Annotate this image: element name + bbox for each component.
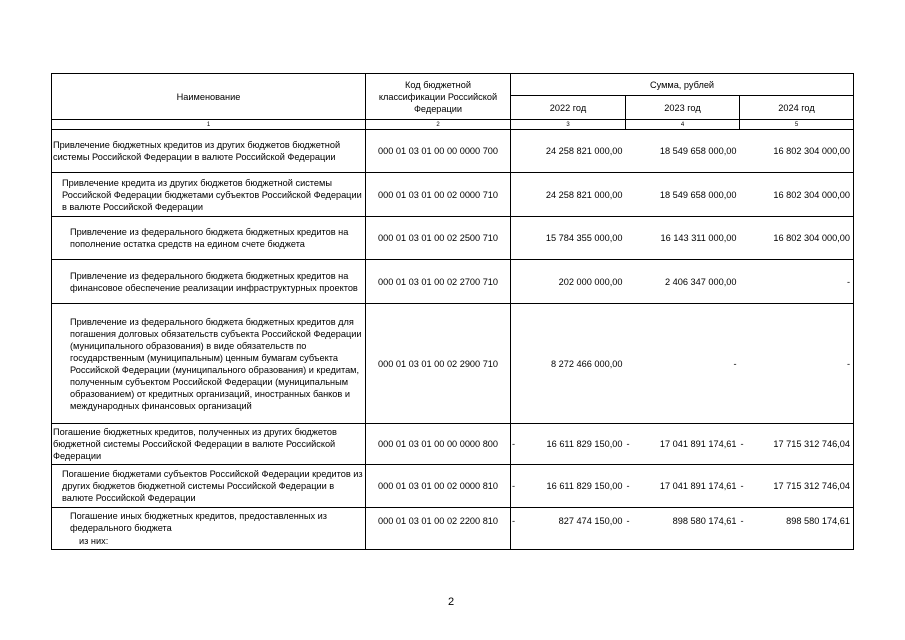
row-code: 000 01 03 01 00 02 2500 710 bbox=[366, 217, 511, 260]
row-value-2023: 16 143 311 000,00 bbox=[660, 233, 737, 243]
negative-sign: - bbox=[512, 439, 516, 449]
row-value-2022: 16 611 829 150,00 bbox=[546, 481, 623, 491]
col-number-3: 3 bbox=[511, 120, 626, 130]
row-name: Погашение иных бюджетных кредитов, предоставленных из федерального бюджета bbox=[70, 511, 327, 533]
row-code: 000 01 03 01 00 02 0000 810 bbox=[366, 465, 511, 508]
header-code: Код бюджетной классификации Российской Федерации bbox=[366, 74, 511, 120]
table-row bbox=[52, 534, 854, 549]
row-value-2023: - bbox=[733, 358, 737, 369]
row-name: Привлечение кредита из других бюджетов бюджетной системы Российской Федерации бюджетами субъектов Российской Федерации в валюте Российской Федерации bbox=[62, 177, 362, 212]
negative-sign: - bbox=[626, 439, 630, 449]
row-code: 000 01 03 01 00 02 0000 710 bbox=[366, 173, 511, 217]
row-value-2023: 18 549 658 000,00 bbox=[659, 146, 737, 156]
row-value-2022: 24 258 821 000,00 bbox=[545, 189, 623, 200]
row-value-2023: 18 549 658 000,00 bbox=[659, 189, 737, 200]
col-number-2: 2 bbox=[366, 120, 511, 130]
header-year-2022: 2022 год bbox=[511, 96, 626, 120]
row-name: Привлечение из федерального бюджета бюджетных кредитов для погашения долговых обязательств субъекта Российской Федерации (муниципального образования) в виде обязательств по государственным (муниципальным) ценным бумагам субъекта Российской Федерации (муниципального образования) и кредитам, полученным субъектом Российской Федерации (муниципальным образованием) от кредитных организаций, иностранных банков и международных финансовых организаций bbox=[70, 316, 362, 411]
header-sum: Сумма, рублей bbox=[511, 74, 854, 96]
row-value-2024: 898 580 174,61 bbox=[786, 516, 851, 526]
table-row bbox=[52, 465, 854, 508]
row-name: Погашение бюджетами субъектов Российской Федерации кредитов из других бюджетов бюджетной системы Российской Федерации в валюте Российской Федерации bbox=[62, 469, 363, 503]
row-value-2024: 17 715 312 746,04 bbox=[773, 481, 851, 491]
header-name: Наименование bbox=[52, 74, 366, 120]
row-value-2022: 24 258 821 000,00 bbox=[545, 146, 623, 156]
row-name: Привлечение из федерального бюджета бюджетных кредитов на пополнение остатка средств на едином счете бюджета bbox=[70, 227, 349, 249]
negative-sign: - bbox=[626, 481, 630, 491]
table-row bbox=[52, 260, 854, 304]
table-row bbox=[52, 304, 854, 424]
col-number-5: 5 bbox=[740, 120, 854, 130]
table-row bbox=[52, 130, 854, 173]
row-value-2022: 16 611 829 150,00 bbox=[546, 439, 623, 449]
negative-sign: - bbox=[626, 516, 630, 526]
row-code: 000 01 03 01 00 02 2900 710 bbox=[366, 304, 511, 424]
row-code: 000 01 03 01 00 02 2200 810 bbox=[366, 508, 511, 535]
row-value-2024: 16 802 304 000,00 bbox=[773, 189, 851, 200]
negative-sign: - bbox=[740, 516, 744, 526]
row-code: 000 01 03 01 00 02 2700 710 bbox=[366, 260, 511, 304]
table-row bbox=[52, 424, 854, 465]
row-code: 000 01 03 01 00 00 0000 800 bbox=[366, 424, 511, 465]
row-value-2022: 202 000 000,00 bbox=[558, 276, 623, 287]
negative-sign: - bbox=[740, 439, 744, 449]
row-name: Привлечение из федерального бюджета бюджетных кредитов на финансовое обеспечение реализации инфраструктурных проектов bbox=[70, 270, 358, 293]
page-number: 2 bbox=[448, 596, 455, 608]
row-name: Привлечение бюджетных кредитов из других бюджетов бюджетной системы Российской Федерации в валюте Российской Федерации bbox=[53, 140, 341, 162]
table-row bbox=[52, 508, 854, 535]
table-row bbox=[52, 173, 854, 217]
negative-sign: - bbox=[740, 481, 744, 491]
negative-sign: - bbox=[512, 516, 516, 526]
row-value-2024: - bbox=[846, 276, 851, 287]
negative-sign: - bbox=[512, 481, 516, 491]
header-year-2023: 2023 год bbox=[626, 96, 740, 120]
col-number-1: 1 bbox=[52, 120, 366, 130]
row-name: Погашение бюджетных кредитов, полученных из других бюджетов бюджетной системы Российской Федерации в валюте Российской Федерации bbox=[53, 427, 337, 461]
row-value-2024: 16 802 304 000,00 bbox=[773, 146, 851, 156]
row-value-2022: 827 474 150,00 bbox=[558, 516, 623, 526]
budget-table bbox=[51, 73, 854, 550]
row-value-2023: 898 580 174,61 bbox=[672, 516, 737, 526]
row-name: из них: bbox=[79, 536, 109, 547]
col-number-4: 4 bbox=[626, 120, 740, 130]
row-value-2024: 17 715 312 746,04 bbox=[773, 439, 851, 449]
row-value-2023: 17 041 891 174,61 bbox=[659, 439, 737, 449]
row-value-2022: 15 784 355 000,00 bbox=[545, 233, 623, 243]
row-value-2024: - bbox=[846, 358, 851, 369]
row-code: 000 01 03 01 00 00 0000 700 bbox=[366, 130, 511, 173]
header-year-2024: 2024 год bbox=[740, 96, 854, 120]
row-value-2024: 16 802 304 000,00 bbox=[773, 233, 851, 243]
table-row bbox=[52, 217, 854, 260]
row-value-2022: 8 272 466 000,00 bbox=[550, 358, 623, 369]
row-value-2023: 17 041 891 174,61 bbox=[659, 481, 737, 491]
row-value-2023: 2 406 347 000,00 bbox=[664, 276, 737, 287]
